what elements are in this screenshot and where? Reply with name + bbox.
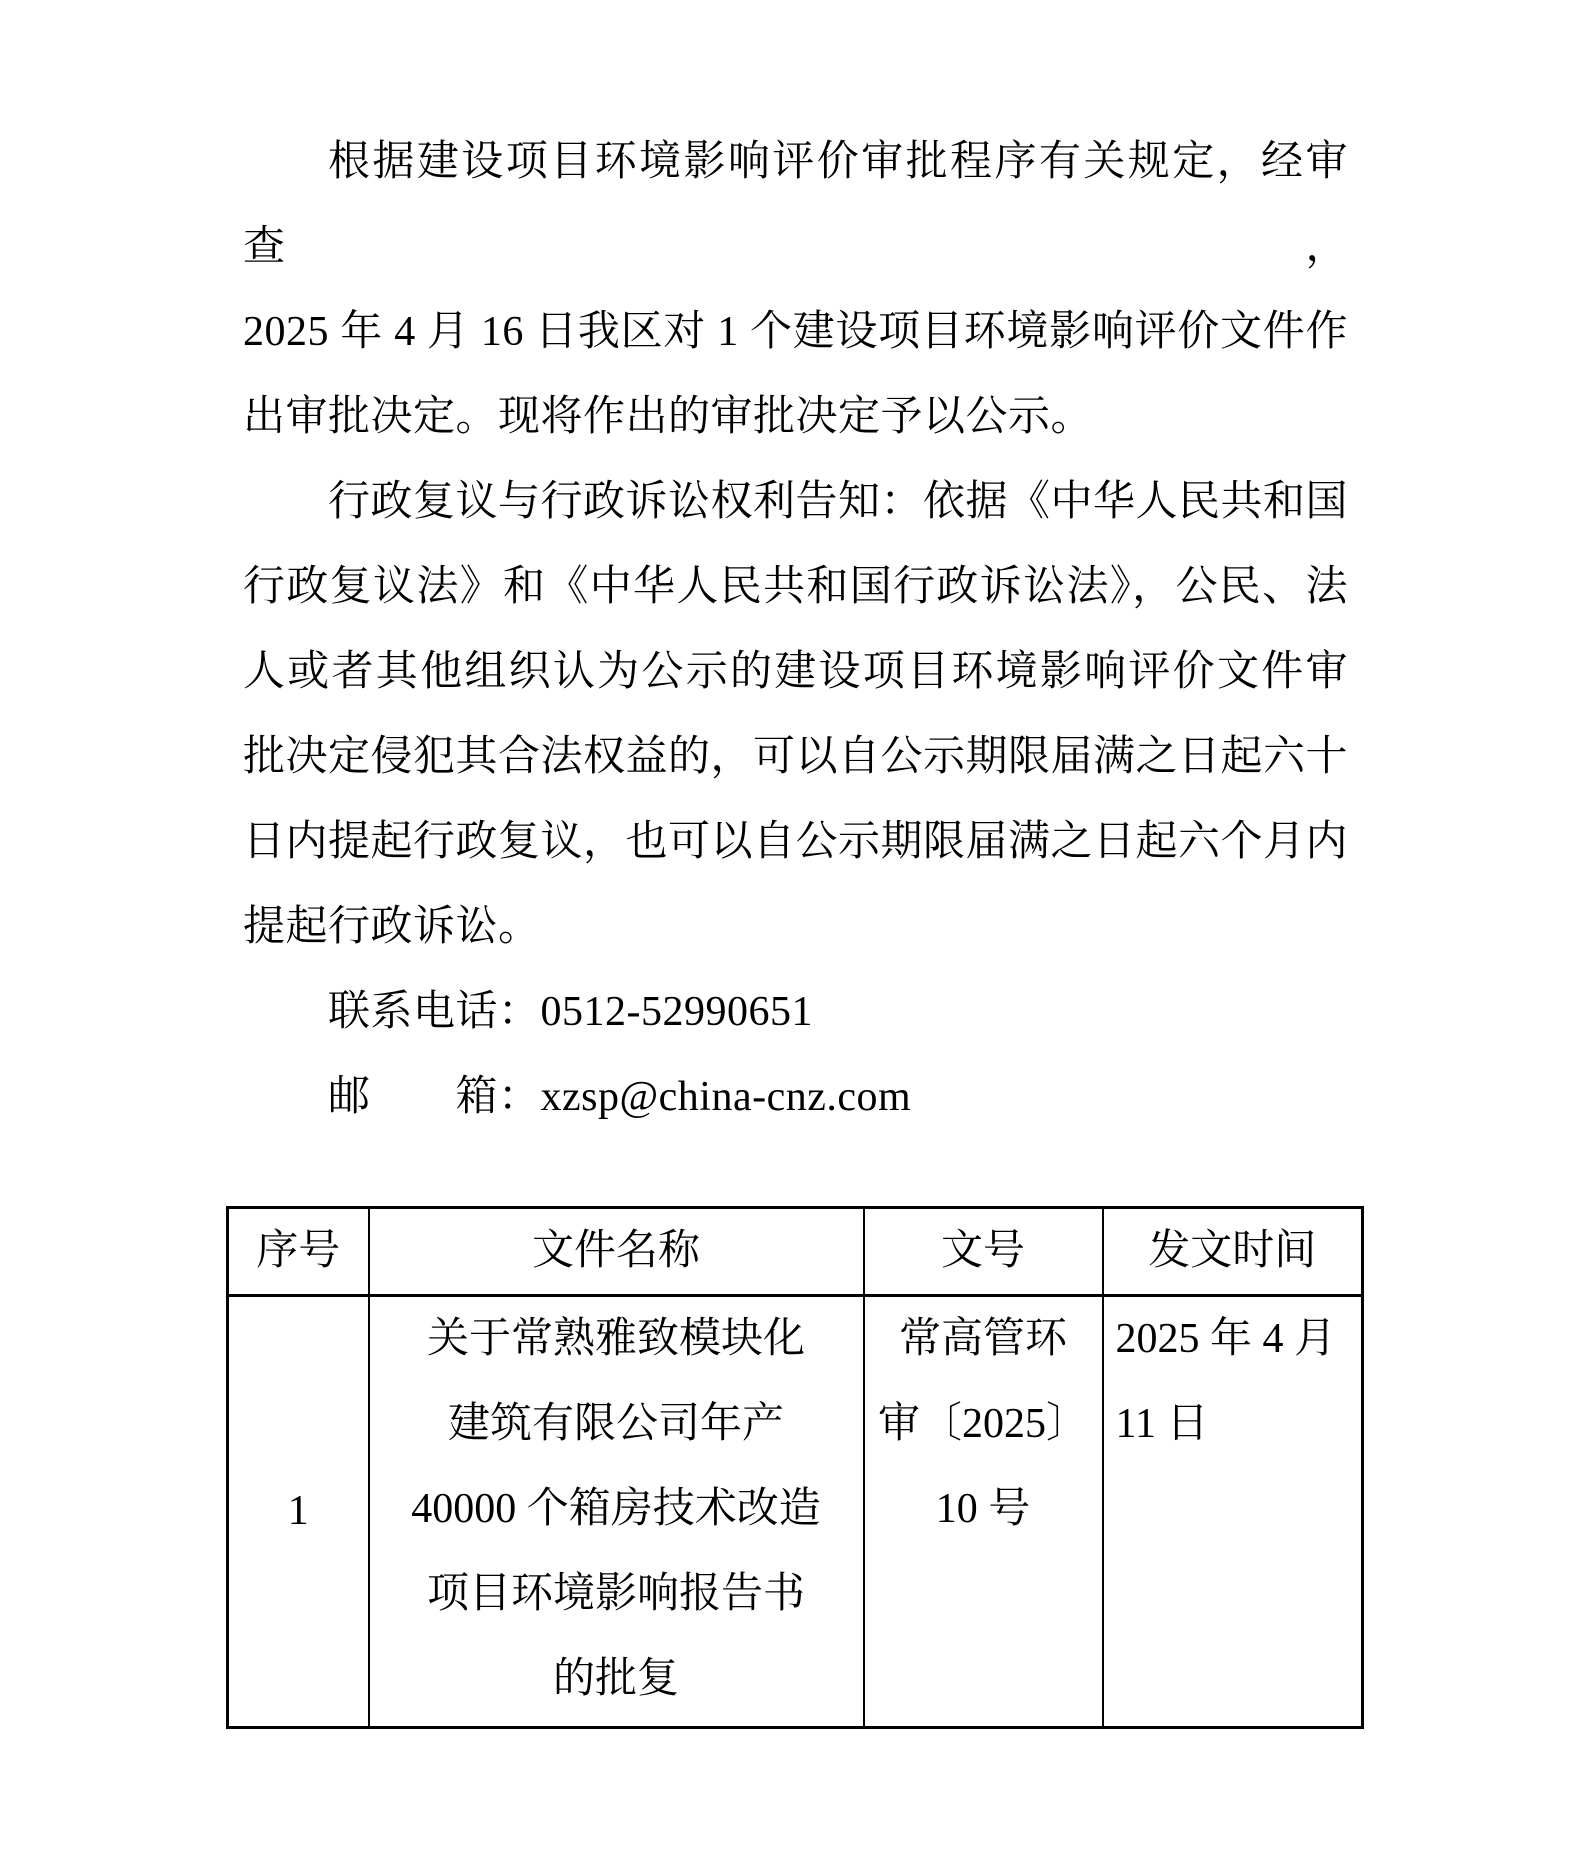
approval-decision-table	[226, 1206, 1364, 1729]
cell-doc-name	[369, 1296, 864, 1728]
cell-index	[228, 1296, 369, 1728]
table-header-doc-name: 文件名称	[369, 1208, 864, 1296]
paragraph-line: 出审批决定。现将作出的审批决定予以公示。	[243, 394, 1094, 440]
contact-email-line: 邮 箱：xzsp@china-cnz.com	[328, 1074, 912, 1120]
paragraph-line: 行政复议与行政诉讼权利告知：依据《中华人民共和国	[328, 479, 1349, 525]
issue-date-line: 2025 年 4 月	[1115, 1316, 1337, 1362]
table-row	[228, 1296, 1363, 1728]
paragraph-line: 日内提起行政复议，也可以自公示期限届满之日起六个月内	[243, 819, 1349, 865]
cell-issue-date	[1103, 1296, 1363, 1728]
issue-date-line: 11 日	[1115, 1401, 1209, 1447]
table-header-issue-date: 发文时间	[1103, 1208, 1363, 1296]
paragraph-line: 2025 年 4 月 16 日我区对 1 个建设项目环境影响评价文件作	[243, 309, 1348, 355]
contact-phone-line: 联系电话：0512-52990651	[328, 989, 813, 1035]
table-header-row	[228, 1208, 1363, 1296]
paragraph-line: 批决定侵犯其合法权益的，可以自公示期限届满之日起六十	[243, 734, 1349, 780]
notice-body	[243, 120, 1348, 1140]
paragraph-line: 根据建设项目环境影响评价审批程序有关规定，经审查，	[243, 139, 1348, 270]
row-index: 1	[287, 1488, 309, 1534]
doc-no-line: 常高管环	[898, 1316, 1067, 1362]
doc-name-line: 40000 个箱房技术改造	[411, 1486, 821, 1532]
table-header-doc-no: 文号	[864, 1208, 1103, 1296]
paragraph-line: 行政复议法》和《中华人民共和国行政诉讼法》，公民、法	[243, 564, 1348, 610]
doc-no-line: 10 号	[935, 1486, 1031, 1532]
table-header-index: 序号	[228, 1208, 369, 1296]
cell-doc-no	[864, 1296, 1103, 1728]
paragraph-line: 人或者其他组织认为公示的建设项目环境影响评价文件审	[243, 649, 1348, 695]
paragraph-line: 提起行政诉讼。	[243, 904, 541, 950]
doc-name-line: 建筑有限公司年产	[447, 1401, 784, 1447]
doc-name-line: 关于常熟雅致模块化	[426, 1316, 805, 1362]
doc-name-line: 项目环境影响报告书	[426, 1571, 805, 1617]
doc-no-line: 审〔2025〕	[877, 1401, 1088, 1447]
doc-name-line: 的批复	[552, 1656, 679, 1702]
